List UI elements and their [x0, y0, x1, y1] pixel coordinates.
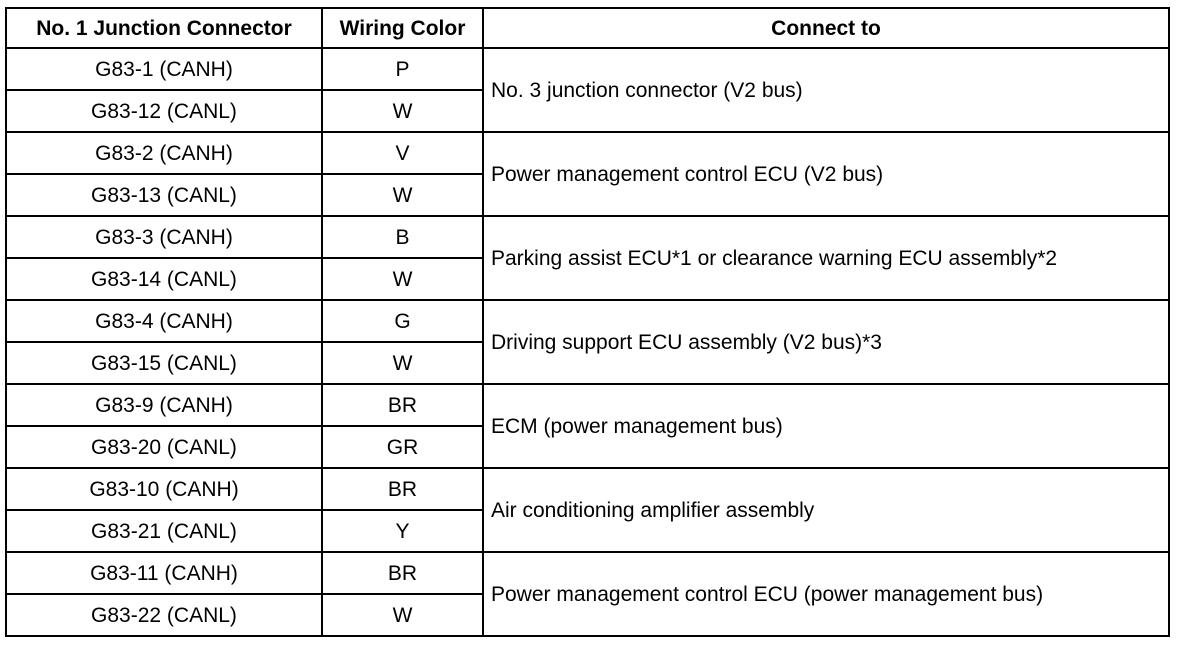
- connect-to-cell: Parking assist ECU*1 or clearance warning ECU assembly*2: [483, 216, 1169, 300]
- connector-pin-cell: G83-15 (CANL): [6, 342, 322, 384]
- header-junction-connector: No. 1 Junction Connector: [6, 8, 322, 48]
- wiring-color-cell: B: [322, 216, 483, 258]
- table-row: [6, 384, 1169, 426]
- table-row: [6, 132, 1169, 174]
- wiring-color-cell: W: [322, 594, 483, 636]
- connector-pin-cell: G83-12 (CANL): [6, 90, 322, 132]
- connector-pin-cell: G83-21 (CANL): [6, 510, 322, 552]
- wiring-color-cell: BR: [322, 468, 483, 510]
- junction-connector-table: [5, 7, 1170, 637]
- connector-pin-cell: G83-1 (CANH): [6, 48, 322, 90]
- wiring-color-cell: P: [322, 48, 483, 90]
- wiring-color-cell: V: [322, 132, 483, 174]
- connector-pin-cell: G83-11 (CANH): [6, 552, 322, 594]
- connect-to-cell: No. 3 junction connector (V2 bus): [483, 48, 1169, 132]
- connector-pin-cell: G83-22 (CANL): [6, 594, 322, 636]
- table-row: [6, 216, 1169, 258]
- connector-pin-cell: G83-13 (CANL): [6, 174, 322, 216]
- connector-pin-cell: G83-14 (CANL): [6, 258, 322, 300]
- table-row: [6, 552, 1169, 594]
- connect-to-cell: Power management control ECU (power management bus): [483, 552, 1169, 636]
- wiring-color-cell: W: [322, 342, 483, 384]
- header-connect-to: Connect to: [483, 8, 1169, 48]
- wiring-color-cell: BR: [322, 384, 483, 426]
- connect-to-cell: Air conditioning amplifier assembly: [483, 468, 1169, 552]
- header-wiring-color: Wiring Color: [322, 8, 483, 48]
- table-header: [6, 8, 1169, 48]
- wiring-color-cell: Y: [322, 510, 483, 552]
- connector-pin-cell: G83-3 (CANH): [6, 216, 322, 258]
- table-row: [6, 48, 1169, 90]
- connector-pin-cell: G83-20 (CANL): [6, 426, 322, 468]
- wiring-color-cell: GR: [322, 426, 483, 468]
- wiring-color-cell: BR: [322, 552, 483, 594]
- wiring-color-cell: G: [322, 300, 483, 342]
- junction-connector-table-container: [5, 7, 1168, 641]
- table-body: [6, 48, 1169, 636]
- wiring-color-cell: W: [322, 90, 483, 132]
- table-row: [6, 468, 1169, 510]
- connector-pin-cell: G83-10 (CANH): [6, 468, 322, 510]
- table-row: [6, 300, 1169, 342]
- connector-pin-cell: G83-4 (CANH): [6, 300, 322, 342]
- connector-pin-cell: G83-2 (CANH): [6, 132, 322, 174]
- header-row: [6, 8, 1169, 48]
- connector-pin-cell: G83-9 (CANH): [6, 384, 322, 426]
- connect-to-cell: Power management control ECU (V2 bus): [483, 132, 1169, 216]
- connect-to-cell: Driving support ECU assembly (V2 bus)*3: [483, 300, 1169, 384]
- wiring-color-cell: W: [322, 258, 483, 300]
- connect-to-cell: ECM (power management bus): [483, 384, 1169, 468]
- wiring-color-cell: W: [322, 174, 483, 216]
